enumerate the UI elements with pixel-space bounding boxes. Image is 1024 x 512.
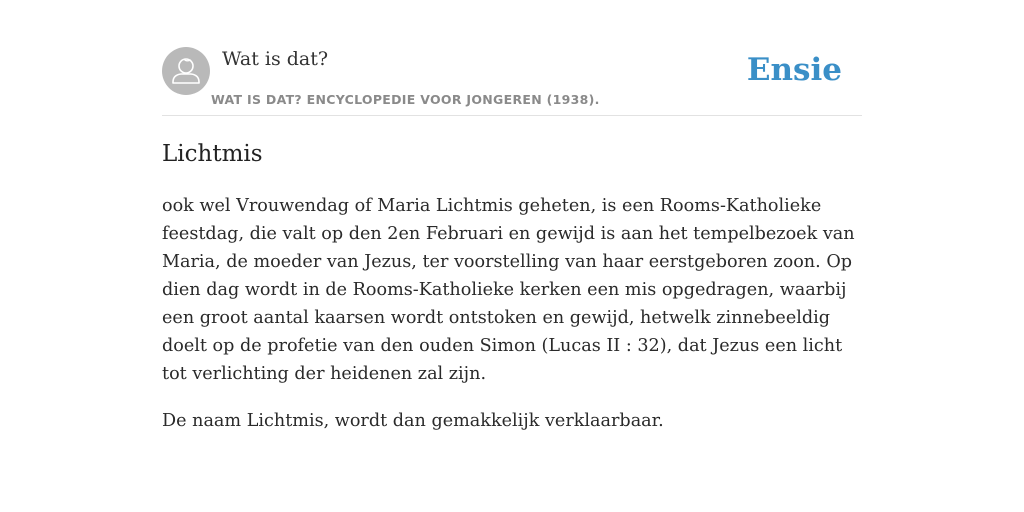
article-title: Lichtmis — [162, 141, 263, 167]
source-header — [162, 46, 862, 116]
user-icon — [162, 47, 210, 95]
article-paragraph: De naam Lichtmis, wordt dan gemakkelijk verklaarbaar. — [162, 411, 664, 431]
article-paragraph: ook wel Vrouwendag of Maria Lichtmis geheten, is een Rooms-Katholieke feestdag, die valt op den 2en Februari en gewijd is aan het tempelbezoek van Maria, de moeder van Jezus, ter voorstelling van haar eerstgeboren zoon. Op dien dag wordt in de Rooms-Katholieke kerken een mis opgedragen, waarbij een groot aantal kaarsen wordt ontstoken en gewijd, hetwelk zinnebeeldig doelt op de profetie van den ouden Simon (Lucas II : 32), dat Jezus een licht tot verlichting der heidenen zal zijn. — [162, 196, 855, 384]
source-title[interactable]: Wat is dat? — [222, 48, 329, 70]
article-body — [162, 192, 864, 454]
source-avatar[interactable] — [162, 47, 210, 95]
source-subtitle: WAT IS DAT? ENCYCLOPEDIE VOOR JONGEREN (1938). — [211, 92, 600, 107]
brand-logo-link[interactable]: Ensie — [746, 52, 842, 88]
